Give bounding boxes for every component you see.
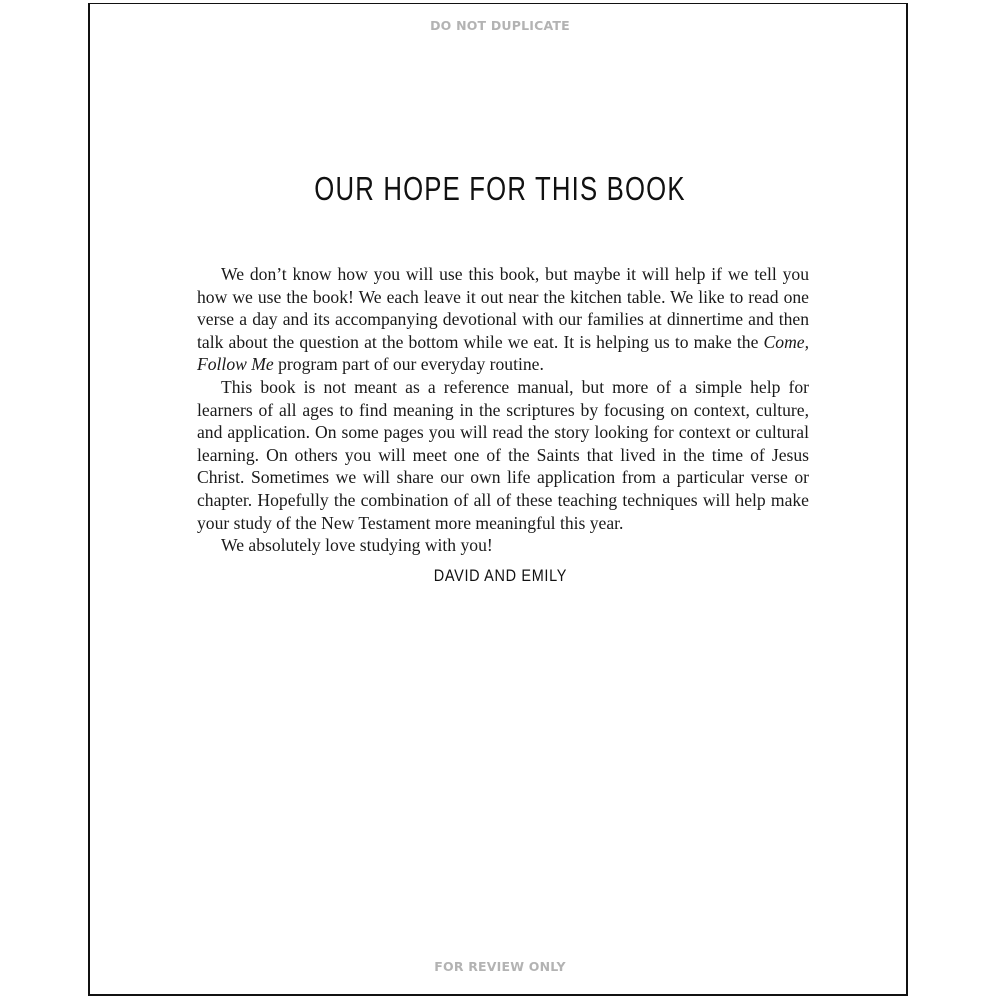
paragraph-1-text-end: program part of our everyday routine.	[273, 354, 544, 375]
signature	[0, 566, 1000, 586]
paragraph-1-text: We don’t know how you will use this book, but maybe it will help if we tell you how we use the book! We each leave it out near the kitchen table. We like to read one verse a day and its accompanying devotional with our families at dinnertime and then talk about the question at the bottom while we eat. It is helping us to make the	[197, 264, 809, 352]
page-title: OUR HOPE FOR THIS BOOK	[314, 170, 686, 207]
watermark-bottom: FOR REVIEW ONLY	[434, 959, 566, 974]
paragraph-2: This book is not meant as a reference manual, but more of a simple help for learners of all ages to find meaning in the scriptures by focusing on context, culture, and application. On some pages you will read the story looking for context or cultural learning. On others you will meet one of the Saints that lived in the time of Jesus Christ. Sometimes we will share our own life application from a particular verse or chapter. Hopefully the combination of all of these teaching techniques will help make your study of the New Testament more meaningful this year.	[197, 376, 809, 533]
body-text	[197, 263, 809, 557]
paragraph-3: We absolutely love studying with you!	[221, 535, 493, 556]
watermark-top: DO NOT DUPLICATE	[430, 18, 570, 33]
program-title: Come, Follow Me	[197, 331, 809, 375]
signature-text: DAVID AND EMILY	[433, 566, 567, 585]
paragraph-1	[197, 263, 809, 376]
